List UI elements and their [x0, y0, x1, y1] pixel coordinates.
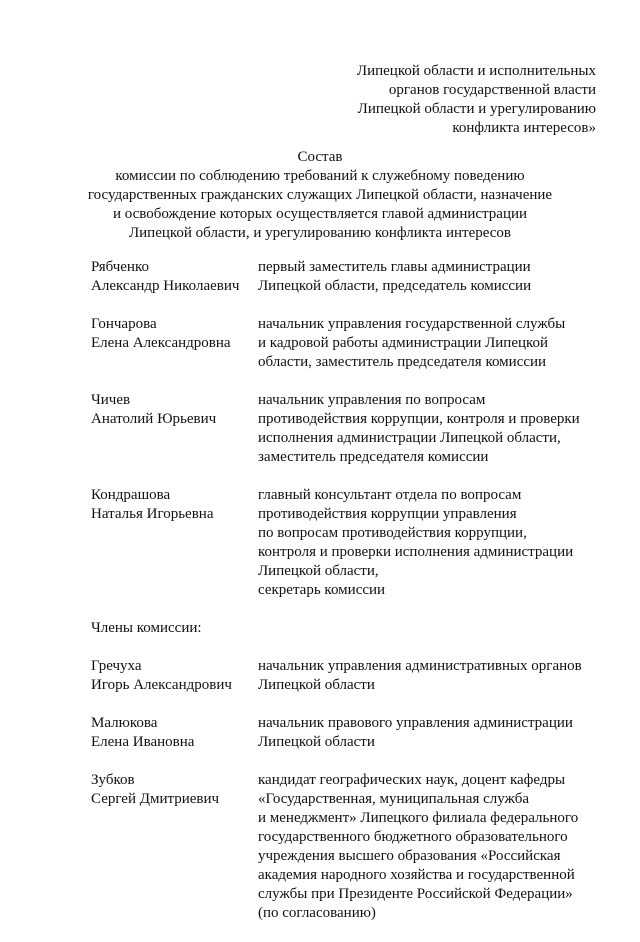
member-role — [258, 258, 611, 296]
member-role-line: и кадровой работы администрации Липецкой — [258, 335, 549, 351]
member-role-line: учреждения высшего образования «Российская — [258, 848, 561, 864]
document-title — [60, 148, 580, 243]
member-role — [258, 657, 611, 695]
member-role-line: кандидат географических наук, доцент кафедры — [258, 772, 566, 788]
member-role-line: и менеджмент» Липецкого филиала федерального — [258, 810, 579, 826]
member-role — [258, 391, 611, 467]
member-role-line: секретарь комиссии — [258, 582, 386, 598]
commission-member — [91, 714, 611, 752]
commission-member — [91, 771, 611, 923]
member-role — [258, 771, 611, 923]
member-role-line: области, заместитель председателя комиссии — [258, 354, 547, 370]
title-heading: Состав — [297, 149, 343, 165]
title-line: комиссии по соблюдению требований к служебному поведению — [115, 168, 525, 184]
member-name — [91, 771, 258, 923]
header-note-line: Липецкой области и исполнительных — [356, 63, 596, 79]
members-list — [91, 657, 611, 923]
member-surname: Чичев — [91, 392, 131, 408]
member-given-name: Елена Александровна — [91, 335, 231, 351]
member-role — [258, 315, 611, 372]
member-role-line: Липецкой области — [258, 734, 375, 750]
members-label: Члены комиссии: — [91, 620, 202, 636]
commission-member — [91, 486, 611, 600]
member-role-line: противодействия коррупции управления — [258, 506, 517, 522]
member-given-name: Наталья Игорьевна — [91, 506, 214, 522]
member-role-line: Липецкой области, председатель комиссии — [258, 278, 532, 294]
title-line: и освобождение которых осуществляется главой администрации — [112, 206, 528, 222]
member-surname: Гречуха — [91, 658, 142, 674]
member-role-line: Липецкой области, — [258, 563, 379, 579]
header-note-line: Липецкой области и урегулированию — [357, 101, 596, 117]
member-role-line: заместитель председателя комиссии — [258, 449, 489, 465]
member-role-line: государственного бюджетного образовательного — [258, 829, 568, 845]
member-given-name: Игорь Александрович — [91, 677, 232, 693]
member-role — [258, 714, 611, 752]
member-name — [91, 391, 258, 467]
header-note — [276, 62, 596, 138]
member-name — [91, 657, 258, 695]
member-role — [258, 486, 611, 600]
member-role-line: начальник управления административных органов — [258, 658, 582, 674]
member-surname: Рябченко — [91, 259, 149, 275]
title-line: Липецкой области, и урегулированию конфликта интересов — [128, 225, 512, 241]
commission-member — [91, 657, 611, 695]
member-role-line: противодействия коррупции, контроля и проверки — [258, 411, 580, 427]
member-name — [91, 714, 258, 752]
commission-member — [91, 315, 611, 372]
member-role-line: контроля и проверки исполнения администрации — [258, 544, 574, 560]
member-surname: Малюкова — [91, 715, 158, 731]
member-name — [91, 315, 258, 372]
commission-member — [91, 258, 611, 296]
member-name — [91, 486, 258, 600]
member-role-line: службы при Президенте Российской Федерации» — [258, 886, 573, 902]
member-role-line: главный консультант отдела по вопросам — [258, 487, 522, 503]
title-line: государственных гражданских служащих Липецкой области, назначение — [87, 187, 553, 203]
member-surname: Зубков — [91, 772, 135, 788]
member-given-name: Сергей Дмитриевич — [91, 791, 220, 807]
member-role-line: исполнения администрации Липецкой области, — [258, 430, 561, 446]
member-role-line: «Государственная, муниципальная служба — [258, 791, 529, 807]
member-surname: Гончарова — [91, 316, 157, 332]
member-role-line: начальник правового управления администрации — [258, 715, 573, 731]
member-given-name: Александр Николаевич — [91, 278, 240, 294]
header-note-line: органов государственной власти — [388, 82, 596, 98]
member-role-line: начальник управления по вопросам — [258, 392, 486, 408]
member-role-line: по вопросам противодействия коррупции, — [258, 525, 527, 541]
member-given-name: Анатолий Юрьевич — [91, 411, 217, 427]
member-role-line: академия народного хозяйства и государственной — [258, 867, 575, 883]
header-note-line: конфликта интересов» — [452, 120, 596, 136]
member-name — [91, 258, 258, 296]
member-given-name: Елена Ивановна — [91, 734, 195, 750]
member-role-line: Липецкой области — [258, 677, 375, 693]
member-role-line: (по согласованию) — [258, 905, 376, 921]
member-role-line: начальник управления государственной службы — [258, 316, 566, 332]
member-role-line: первый заместитель главы администрации — [258, 259, 531, 275]
leadership-list — [91, 258, 611, 600]
commission-member — [91, 391, 611, 467]
member-surname: Кондрашова — [91, 487, 171, 503]
commission-roster — [91, 258, 611, 942]
